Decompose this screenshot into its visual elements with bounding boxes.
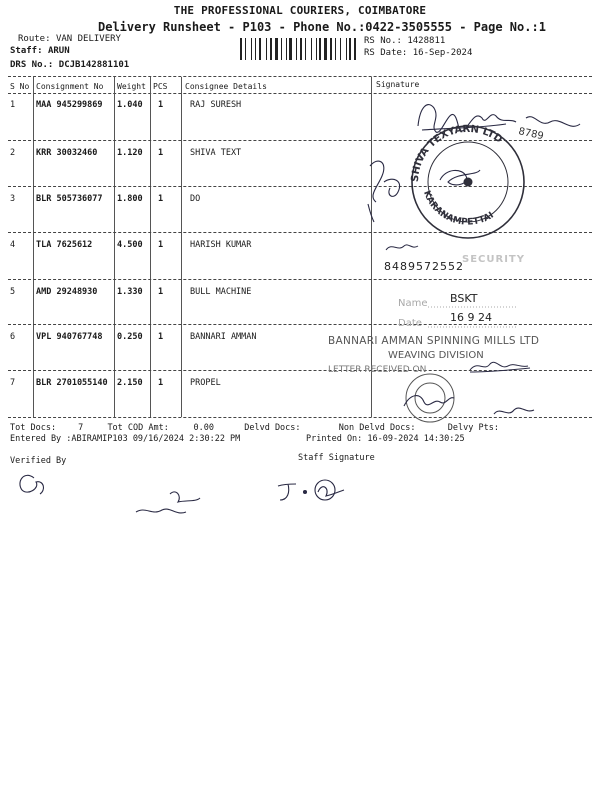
row-1-handwritten-note: 8789 bbox=[517, 126, 545, 143]
tot-docs-value: 7 bbox=[78, 423, 84, 433]
row-7-weight: 2.150 bbox=[117, 378, 143, 388]
date-stamp-label: Date bbox=[398, 318, 422, 329]
row-4-pcs: 1 bbox=[158, 240, 164, 250]
row-4-weight: 4.500 bbox=[117, 240, 143, 250]
row-7-consignment: BLR 2701055140 bbox=[36, 378, 108, 388]
staff-signature-label: Staff Signature bbox=[298, 453, 375, 463]
row-4-sno: 4 bbox=[10, 240, 16, 250]
drs-label: DRS No.: bbox=[10, 60, 54, 70]
row-5-pcs: 1 bbox=[158, 287, 164, 297]
row-5-sno: 5 bbox=[10, 287, 16, 297]
row-1-consignment: MAA 945299869 bbox=[36, 100, 103, 110]
bannari-stamp-line-3: LETTER RECEIVED ON bbox=[328, 365, 427, 375]
header-signature: Signature bbox=[376, 80, 420, 89]
row-4-signature bbox=[386, 245, 418, 250]
row-2-sno: 2 bbox=[10, 148, 16, 158]
header-sno: S No bbox=[10, 82, 30, 91]
tot-docs-label: Tot Docs: bbox=[10, 423, 57, 433]
row-6-weight: 0.250 bbox=[117, 332, 143, 342]
route-label: Route: bbox=[18, 34, 51, 44]
security-number: 8489572552 bbox=[384, 260, 464, 273]
row-4-consignee: HARISH KUMAR bbox=[190, 240, 252, 250]
route-value: VAN DELIVERY bbox=[55, 34, 121, 44]
row-6-signature bbox=[470, 362, 530, 372]
name-stamp-value: BSKT bbox=[450, 292, 478, 305]
row-6-consignee: BANNARI AMMAN bbox=[190, 332, 257, 342]
row-3-consignment: BLR 505736077 bbox=[36, 194, 103, 204]
shiva-stamp-top-text: SHIVA TEXYARN LTD bbox=[409, 123, 505, 183]
header-consignment: Consignment No bbox=[36, 82, 104, 91]
row-6-consignment: VPL 940767748 bbox=[36, 332, 103, 342]
row-7-pcs: 1 bbox=[158, 378, 164, 388]
staff-value: ARUN bbox=[47, 46, 70, 56]
drs-value: DCJB142881101 bbox=[58, 60, 130, 70]
row-1-sno: 1 bbox=[10, 100, 16, 110]
row-6-sno: 6 bbox=[10, 332, 16, 342]
rs-number: RS No.: 1428811 bbox=[364, 36, 446, 46]
row-3-weight: 1.800 bbox=[117, 194, 143, 204]
delvy-pts-label: Delvy Pts: bbox=[447, 423, 499, 433]
row-2-weight: 1.120 bbox=[117, 148, 143, 158]
tot-cod-value: 0.00 bbox=[193, 423, 214, 433]
row-4-consignment: TLA 7625612 bbox=[36, 240, 93, 250]
verified-by-signature bbox=[20, 475, 200, 513]
row-7-sno: 7 bbox=[10, 378, 16, 388]
row-3-pcs: 1 bbox=[158, 194, 164, 204]
row-3-sno: 3 bbox=[10, 194, 16, 204]
runsheet-title: Delivery Runsheet - P103 - Phone No.:0422-3505555 - Page No.:1 bbox=[98, 20, 546, 34]
row-1-signature bbox=[418, 105, 580, 133]
delvd-docs-label: Delvd Docs: bbox=[244, 423, 301, 433]
security-stamp-text: SECURITY bbox=[462, 254, 525, 265]
row-5-consignment: AMD 29248930 bbox=[36, 287, 98, 297]
bannari-stamp-line-2: WEAVING DIVISION bbox=[388, 350, 484, 361]
row-1-weight: 1.040 bbox=[117, 100, 143, 110]
row-2-signature bbox=[368, 161, 480, 222]
company-name: THE PROFESSIONAL COURIERS, COIMBATORE bbox=[173, 4, 427, 17]
row-2-pcs: 1 bbox=[158, 148, 164, 158]
row-7-consignee: PROPEL bbox=[190, 378, 221, 388]
shiva-stamp-bottom-text: KARANAMPETTAI bbox=[421, 189, 496, 228]
staff-label: Staff: bbox=[10, 46, 43, 56]
row-2-consignment: KRR 30032460 bbox=[36, 148, 98, 158]
row-2-consignee: SHIVA TEXT bbox=[190, 148, 242, 158]
rs-date: RS Date: 16-Sep-2024 bbox=[364, 48, 473, 58]
verified-by-label: Verified By bbox=[10, 456, 67, 466]
bannari-stamp-line-1: BANNARI AMMAN SPINNING MILLS LTD bbox=[328, 335, 540, 347]
row-5-weight: 1.330 bbox=[117, 287, 143, 297]
row-1-pcs: 1 bbox=[158, 100, 164, 110]
row-1-consignee: RAJ SURESH bbox=[190, 100, 242, 110]
staff-signature-mark bbox=[278, 480, 344, 500]
name-stamp-label: Name bbox=[398, 298, 428, 309]
totals-row bbox=[10, 423, 499, 433]
printed-on: Printed On: 16-09-2024 14:30:25 bbox=[306, 434, 465, 444]
entered-by: Entered By :ABIRAMIP103 09/16/2024 2:30:22 PM bbox=[10, 434, 241, 444]
row-5-consignee: BULL MACHINE bbox=[190, 287, 252, 297]
row-6-pcs: 1 bbox=[158, 332, 164, 342]
header-consignee: Consignee Details bbox=[185, 82, 267, 91]
tot-cod-label: Tot COD Amt: bbox=[107, 423, 169, 433]
row-3-consignee: DO bbox=[190, 194, 201, 204]
header-weight: Weight bbox=[117, 82, 146, 91]
header-pcs: PCS bbox=[153, 82, 168, 91]
non-delvd-docs-label: Non Delvd Docs: bbox=[338, 423, 416, 433]
row-7-round-stamp bbox=[406, 374, 454, 422]
date-stamp-value: 16 9 24 bbox=[450, 311, 492, 324]
